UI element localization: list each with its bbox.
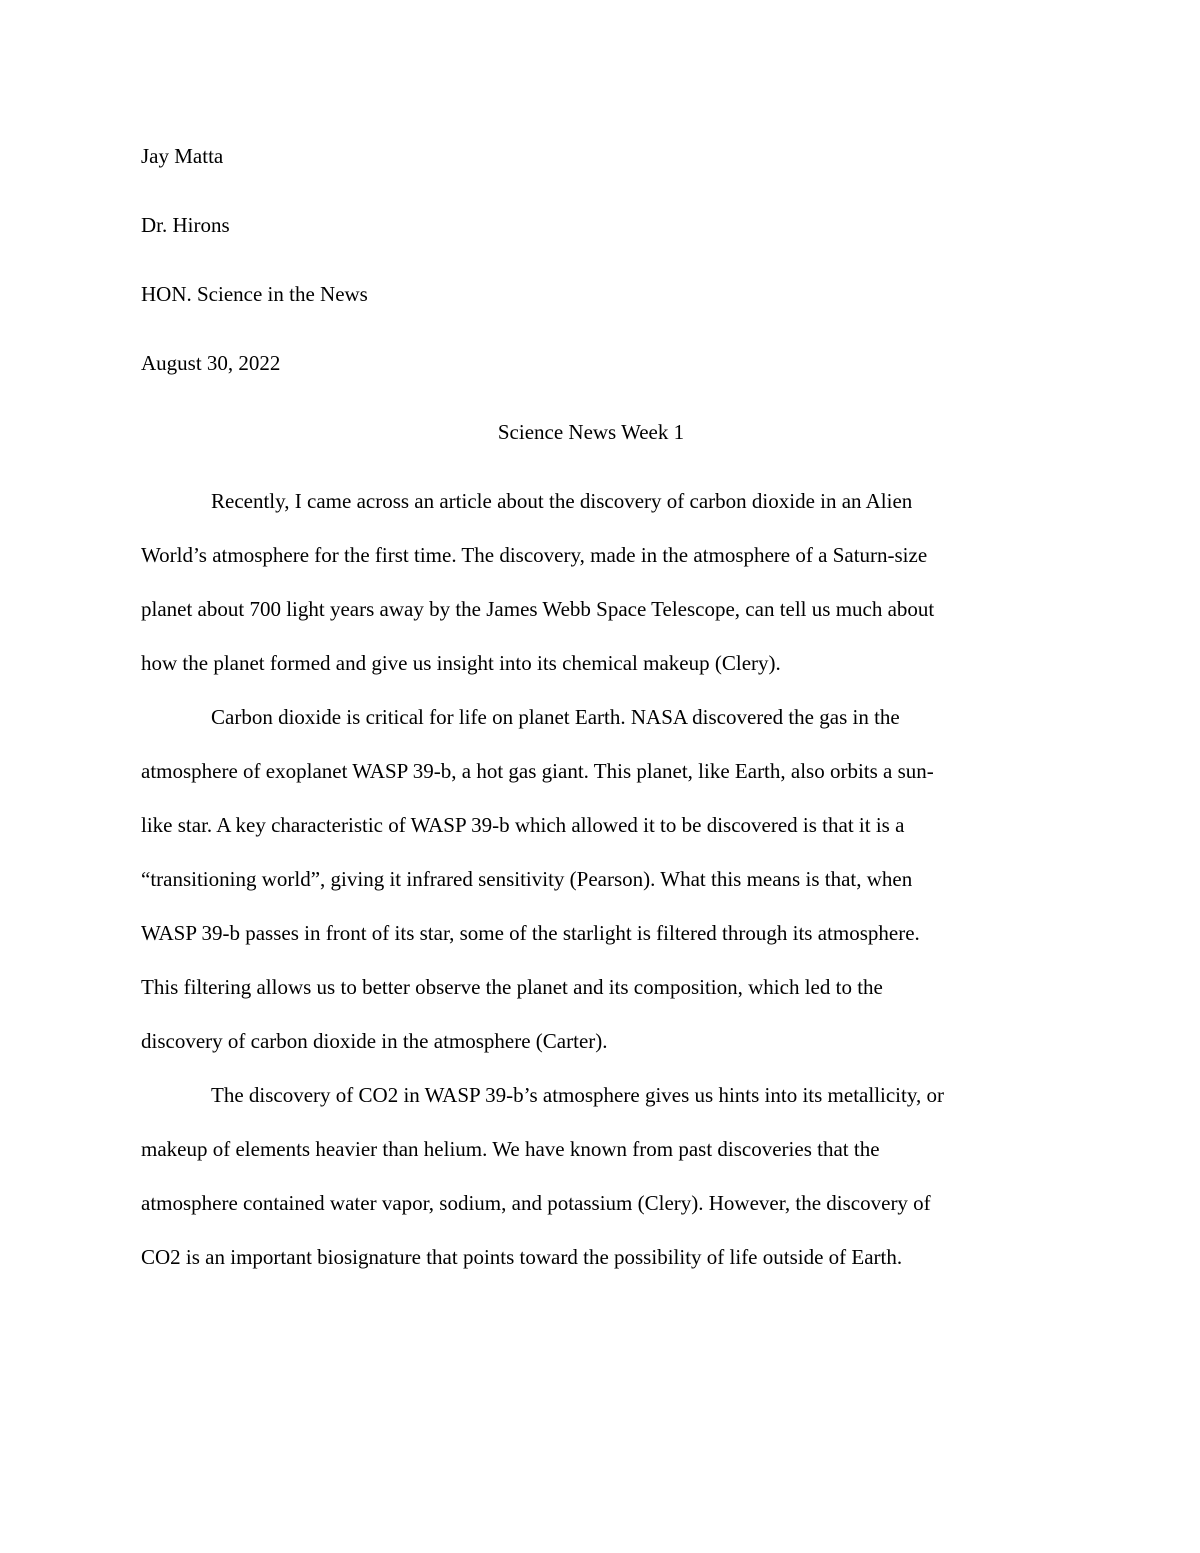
paragraph-line: planet about 700 light years away by the James Webb Space Telescope, can tell us much about — [141, 597, 935, 621]
document-title: Science News Week 1 — [497, 420, 685, 444]
paragraph-line: Carbon dioxide is critical for life on planet Earth. NASA discovered the gas in the — [211, 705, 900, 729]
paragraph-line: atmosphere contained water vapor, sodium, and potassium (Clery). However, the discovery of — [141, 1191, 931, 1215]
paragraph-line: CO2 is an important biosignature that points toward the possibility of life outside of Earth. — [141, 1245, 903, 1269]
paragraph-line: World’s atmosphere for the first time. The discovery, made in the atmosphere of a Saturn-size — [141, 543, 928, 567]
paragraph-line: how the planet formed and give us insight into its chemical makeup (Clery). — [141, 651, 781, 675]
author-name: Jay Matta — [141, 144, 224, 168]
document-body — [141, 138, 1041, 1293]
paragraph-line: WASP 39-b passes in front of its star, some of the starlight is filtered through its atmosphere. — [141, 921, 920, 945]
paragraph-line: like star. A key characteristic of WASP 39-b which allowed it to be discovered is that it is a — [141, 813, 905, 837]
paragraph-line: “transitioning world”, giving it infrared sensitivity (Pearson). What this means is that, when — [141, 867, 913, 891]
paragraph-line: discovery of carbon dioxide in the atmosphere (Carter). — [141, 1029, 608, 1053]
paragraph-line: Recently, I came across an article about the discovery of carbon dioxide in an Alien — [211, 489, 913, 513]
document-date: August 30, 2022 — [141, 351, 281, 375]
paragraph-line: This filtering allows us to better observe the planet and its composition, which led to the — [141, 975, 883, 999]
paragraph-1 — [141, 483, 1041, 681]
paragraph-line: The discovery of CO2 in WASP 39-b’s atmosphere gives us hints into its metallicity, or — [211, 1083, 944, 1107]
paragraph-line: atmosphere of exoplanet WASP 39-b, a hot gas giant. This planet, like Earth, also orbits a sun- — [141, 759, 934, 783]
instructor-name: Dr. Hirons — [141, 213, 230, 237]
paragraph-3 — [141, 1077, 1041, 1275]
course-name: HON. Science in the News — [141, 282, 368, 306]
paragraph-line: makeup of elements heavier than helium. We have known from past discoveries that the — [141, 1137, 880, 1161]
paragraph-2 — [141, 699, 1041, 1059]
